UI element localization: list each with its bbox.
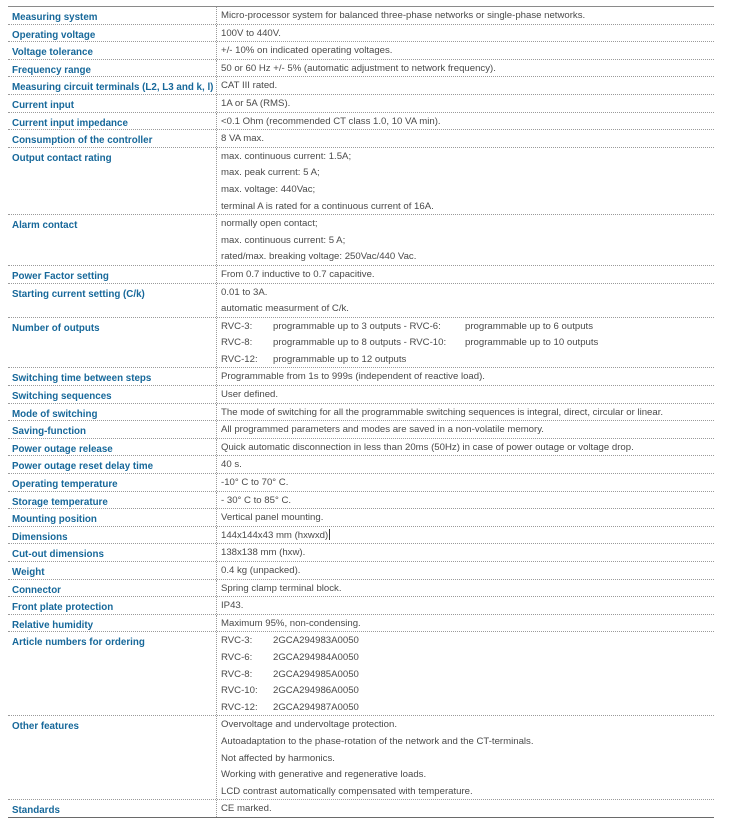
spec-values bbox=[216, 130, 714, 147]
spec-values bbox=[216, 318, 714, 368]
spec-value-line bbox=[221, 439, 714, 456]
spec-value-line bbox=[221, 25, 714, 42]
spec-row-voltage-tolerance bbox=[8, 42, 714, 60]
spec-values bbox=[216, 544, 714, 561]
spec-label: Measuring system bbox=[12, 12, 98, 23]
spec-label: Operating temperature bbox=[12, 479, 118, 491]
spec-value-cell: 2GCA294984A0050 bbox=[273, 651, 359, 663]
spec-value-cell: programmable up to 12 outputs bbox=[273, 353, 407, 365]
spec-value-line bbox=[221, 334, 714, 351]
spec-row-starting-current-setting-c-k bbox=[8, 284, 714, 318]
spec-label: Power outage release bbox=[12, 443, 113, 455]
spec-value-text: normally open contact; bbox=[221, 218, 318, 230]
spec-value-line bbox=[221, 615, 714, 632]
spec-label: Number of outputs bbox=[12, 322, 100, 334]
spec-values bbox=[216, 368, 714, 385]
spec-value-cell: RVC-8: bbox=[221, 668, 253, 680]
spec-label: Mounting position bbox=[12, 514, 97, 526]
spec-value-line bbox=[221, 509, 714, 526]
spec-label: Output contact rating bbox=[12, 152, 112, 164]
spec-value-text: Not affected by harmonics. bbox=[221, 752, 335, 764]
spec-value-cell: 2GCA294987A0050 bbox=[273, 701, 359, 713]
spec-value-line bbox=[221, 716, 714, 733]
spec-row-mounting-position bbox=[8, 509, 714, 527]
spec-row-switching-time-between-steps bbox=[8, 368, 714, 386]
spec-value-line bbox=[221, 682, 714, 699]
spec-label: Current input bbox=[12, 99, 75, 111]
spec-value-line bbox=[221, 351, 714, 368]
spec-value-cell: programmable up to 10 outputs bbox=[465, 337, 599, 349]
spec-row-article-numbers-for-ordering bbox=[8, 632, 714, 716]
spec-values bbox=[216, 597, 714, 614]
spec-values bbox=[216, 386, 714, 403]
spec-row-operating-voltage bbox=[8, 25, 714, 43]
spec-label: Switching sequences bbox=[12, 391, 112, 403]
spec-value-text: 1A or 5A (RMS). bbox=[221, 97, 291, 109]
spec-label: Measuring circuit terminals (L2, L3 and k, l) bbox=[12, 82, 214, 94]
spec-value-line bbox=[221, 7, 714, 24]
spec-value-text: CAT III rated. bbox=[221, 80, 278, 92]
spec-value-line bbox=[221, 456, 714, 473]
spec-value-text: 0.4 kg (unpacked). bbox=[221, 565, 301, 576]
spec-row-number-of-outputs bbox=[8, 318, 714, 369]
spec-row-measuring-system bbox=[8, 7, 714, 25]
spec-row-power-outage-release bbox=[8, 439, 714, 457]
spec-value-line bbox=[221, 527, 714, 544]
spec-value-line bbox=[221, 77, 714, 94]
spec-value-text: 8 VA max. bbox=[221, 133, 265, 145]
spec-value-line bbox=[221, 148, 714, 165]
spec-row-other-features bbox=[8, 716, 714, 800]
spec-value-text: Vertical panel mounting. bbox=[221, 512, 324, 524]
spec-values bbox=[216, 95, 714, 112]
spec-label: Starting current setting (C/k) bbox=[12, 288, 145, 300]
spec-value-line bbox=[221, 580, 714, 597]
spec-row-frequency-range bbox=[8, 60, 714, 78]
spec-value-text: 138x138 mm (hxw). bbox=[221, 547, 306, 559]
spec-value-cell: 2GCA294985A0050 bbox=[273, 668, 359, 680]
spec-values bbox=[216, 474, 714, 491]
spec-value-cell: RVC-8: bbox=[221, 337, 253, 349]
spec-value-line bbox=[221, 699, 714, 716]
spec-value-text: The mode of switching for all the programmable switching sequences is integral, direct, circular or linear. bbox=[221, 406, 664, 418]
spec-label: Alarm contact bbox=[12, 220, 78, 232]
spec-value-line bbox=[221, 113, 714, 130]
spec-row-weight bbox=[8, 562, 714, 580]
spec-values bbox=[216, 527, 714, 544]
spec-row-dimensions bbox=[8, 527, 714, 545]
spec-value-line bbox=[221, 750, 714, 767]
spec-value-text: 144x144x43 mm (hxwxd) bbox=[221, 529, 329, 541]
spec-label: Power outage reset delay time bbox=[12, 461, 154, 473]
spec-value-line bbox=[221, 266, 714, 283]
spec-values bbox=[216, 25, 714, 42]
spec-label: Storage temperature bbox=[12, 496, 108, 508]
spec-row-mode-of-switching bbox=[8, 404, 714, 422]
text-cursor bbox=[329, 529, 330, 540]
spec-value-line bbox=[221, 181, 714, 198]
spec-value-cell: RVC-3: bbox=[221, 320, 253, 332]
spec-value-text: 100V to 440V. bbox=[221, 27, 281, 39]
spec-value-line bbox=[221, 215, 714, 232]
spec-value-line bbox=[221, 318, 714, 335]
spec-values bbox=[216, 404, 714, 421]
spec-value-cell: RVC-12: bbox=[221, 701, 258, 713]
spec-value-line bbox=[221, 386, 714, 403]
spec-row-output-contact-rating bbox=[8, 148, 714, 215]
spec-value-text: Overvoltage and undervoltage protection. bbox=[221, 719, 397, 731]
spec-value-cell: programmable up to 8 outputs - RVC-10: bbox=[273, 337, 447, 349]
spec-value-line bbox=[221, 766, 714, 783]
spec-row-current-input-impedance bbox=[8, 113, 714, 131]
spec-value-text: Micro-processor system for balanced three-phase networks or single-phase networks. bbox=[221, 10, 586, 21]
spec-value-line bbox=[221, 666, 714, 683]
spec-value-line bbox=[221, 492, 714, 509]
spec-label: Cut-out dimensions bbox=[12, 549, 104, 561]
spec-values bbox=[216, 492, 714, 509]
spec-value-text: Quick automatic disconnection in less than 20ms (50Hz) in case of power outage or voltage drop. bbox=[221, 441, 634, 453]
spec-label: Switching time between steps bbox=[12, 373, 152, 385]
spec-row-measuring-circuit-terminals-l2-l3-and-k-l bbox=[8, 77, 714, 95]
spec-value-line bbox=[221, 649, 714, 666]
spec-values bbox=[216, 421, 714, 438]
spec-table bbox=[8, 6, 714, 818]
spec-value-text: max. continuous current: 5 A; bbox=[221, 234, 346, 246]
spec-value-line bbox=[221, 800, 714, 817]
spec-values bbox=[216, 716, 714, 799]
spec-value-line bbox=[221, 284, 714, 301]
spec-label: Saving-function bbox=[12, 426, 87, 438]
spec-value-line bbox=[221, 60, 714, 77]
spec-row-relative-humidity bbox=[8, 615, 714, 633]
spec-values bbox=[216, 266, 714, 283]
spec-value-text: -10° C to 70° C. bbox=[221, 477, 289, 489]
spec-label: Front plate protection bbox=[12, 602, 114, 614]
spec-row-standards bbox=[8, 800, 714, 818]
spec-value-line bbox=[221, 597, 714, 614]
spec-value-line bbox=[221, 733, 714, 750]
spec-value-text: rated/max. breaking voltage: 250Vac/440 Vac. bbox=[221, 251, 417, 263]
spec-values bbox=[216, 113, 714, 130]
spec-label: Power Factor setting bbox=[12, 270, 109, 282]
spec-value-line bbox=[221, 404, 714, 421]
spec-value-line bbox=[221, 164, 714, 181]
spec-values bbox=[216, 562, 714, 579]
spec-value-line bbox=[221, 544, 714, 561]
spec-label: Voltage tolerance bbox=[12, 47, 93, 59]
spec-value-text: +/- 10% on indicated operating voltages. bbox=[221, 45, 393, 57]
spec-value-text: automatic measurment of C/k. bbox=[221, 303, 349, 315]
spec-value-text: terminal A is rated for a continuous current of 16A. bbox=[221, 200, 434, 212]
spec-values bbox=[216, 580, 714, 597]
spec-label: Frequency range bbox=[12, 64, 91, 76]
spec-values bbox=[216, 284, 714, 317]
spec-values bbox=[216, 215, 714, 265]
spec-value-line bbox=[221, 248, 714, 265]
spec-value-line bbox=[221, 130, 714, 147]
spec-value-text: 50 or 60 Hz +/- 5% (automatic adjustment to network frequency). bbox=[221, 62, 496, 74]
spec-value-text: IP43. bbox=[221, 600, 244, 612]
spec-value-line bbox=[221, 42, 714, 59]
spec-value-text: 0.01 to 3A. bbox=[221, 286, 268, 298]
spec-value-cell: programmable up to 6 outputs bbox=[465, 320, 593, 332]
spec-row-power-factor-setting bbox=[8, 266, 714, 284]
spec-value-text: CE marked. bbox=[221, 803, 272, 815]
spec-values bbox=[216, 148, 714, 214]
spec-row-consumption-of-the-controller bbox=[8, 130, 714, 148]
spec-row-connector bbox=[8, 580, 714, 598]
spec-label: Connector bbox=[12, 584, 61, 596]
spec-values bbox=[216, 456, 714, 473]
spec-label: Dimensions bbox=[12, 531, 68, 543]
spec-label: Operating voltage bbox=[12, 29, 96, 41]
spec-value-line bbox=[221, 198, 714, 215]
spec-values bbox=[216, 42, 714, 59]
spec-row-saving-function bbox=[8, 421, 714, 439]
spec-value-line bbox=[221, 562, 714, 579]
spec-label: Weight bbox=[12, 567, 45, 578]
spec-label: Other features bbox=[12, 721, 79, 733]
spec-value-text: Maximum 95%, non-condensing. bbox=[221, 617, 361, 629]
spec-value-text: Autoadaptation to the phase-rotation of the network and the CT-terminals. bbox=[221, 735, 534, 747]
spec-value-text: max. peak current: 5 A; bbox=[221, 167, 320, 179]
spec-value-line bbox=[221, 300, 714, 317]
spec-value-text: Working with generative and regenerative loads. bbox=[221, 769, 427, 781]
spec-value-cell: programmable up to 3 outputs - RVC-6: bbox=[273, 320, 441, 332]
spec-values bbox=[216, 509, 714, 526]
spec-value-line bbox=[221, 421, 714, 438]
spec-value-text: All programmed parameters and modes are saved in a non-volatile memory. bbox=[221, 424, 544, 436]
spec-row-current-input bbox=[8, 95, 714, 113]
spec-row-operating-temperature bbox=[8, 474, 714, 492]
spec-row-front-plate-protection bbox=[8, 597, 714, 615]
spec-value-cell: 2GCA294986A0050 bbox=[273, 685, 359, 697]
spec-value-cell: 2GCA294983A0050 bbox=[273, 635, 359, 647]
spec-value-text: <0.1 Ohm (recommended CT class 1.0, 10 VA min). bbox=[221, 115, 441, 127]
spec-value-text: LCD contrast automatically compensated with temperature. bbox=[221, 785, 473, 797]
spec-values bbox=[216, 439, 714, 456]
spec-value-text: max. voltage: 440Vac; bbox=[221, 183, 316, 195]
spec-values bbox=[216, 632, 714, 715]
spec-value-text: 40 s. bbox=[221, 459, 242, 471]
spec-label: Current input impedance bbox=[12, 117, 128, 129]
spec-value-text: - 30° C to 85° C. bbox=[221, 494, 292, 506]
spec-value-text: max. continuous current: 1.5A; bbox=[221, 150, 352, 162]
spec-value-text: From 0.7 inductive to 0.7 capacitive. bbox=[221, 268, 375, 280]
spec-value-text: Spring clamp terminal block. bbox=[221, 582, 342, 594]
spec-label: Consumption of the controller bbox=[12, 135, 153, 147]
spec-value-line bbox=[221, 474, 714, 491]
spec-label: Standards bbox=[12, 805, 60, 817]
spec-values bbox=[216, 77, 714, 94]
spec-value-line bbox=[221, 632, 714, 649]
spec-value-text: User defined. bbox=[221, 389, 279, 401]
spec-values bbox=[216, 615, 714, 632]
spec-values bbox=[216, 800, 714, 817]
spec-value-line bbox=[221, 95, 714, 112]
spec-label: Article numbers for ordering bbox=[12, 637, 145, 649]
spec-value-text: Programmable from 1s to 999s (independent of reactive load). bbox=[221, 371, 485, 383]
spec-label: Mode of switching bbox=[12, 408, 98, 420]
spec-values bbox=[216, 7, 714, 24]
spec-value-cell: RVC-12: bbox=[221, 353, 258, 365]
spec-value-cell: RVC-10: bbox=[221, 685, 258, 697]
spec-row-storage-temperature bbox=[8, 492, 714, 510]
spec-value-line bbox=[221, 232, 714, 249]
spec-row-alarm-contact bbox=[8, 215, 714, 266]
spec-value-line bbox=[221, 368, 714, 385]
spec-values bbox=[216, 60, 714, 77]
spec-label: Relative humidity bbox=[12, 619, 94, 631]
spec-row-switching-sequences bbox=[8, 386, 714, 404]
spec-row-cut-out-dimensions bbox=[8, 544, 714, 562]
spec-value-cell: RVC-6: bbox=[221, 651, 253, 663]
spec-value-cell: RVC-3: bbox=[221, 635, 253, 647]
spec-row-power-outage-reset-delay-time bbox=[8, 456, 714, 474]
